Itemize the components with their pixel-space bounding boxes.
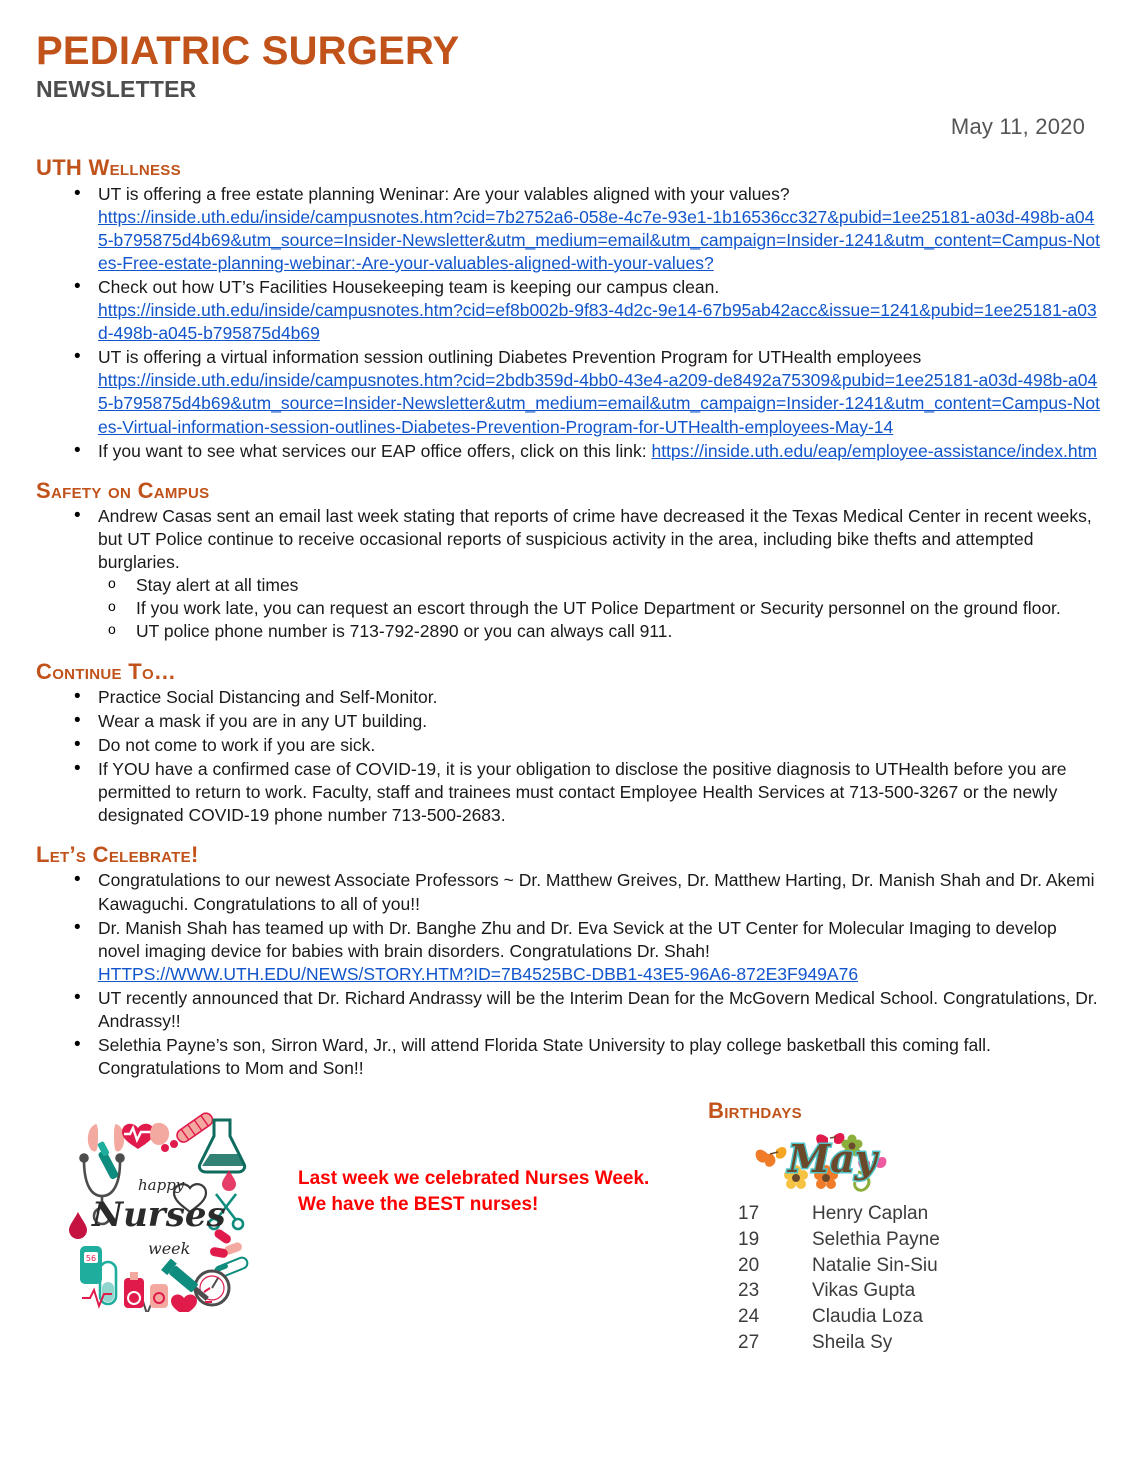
table-row <box>738 1202 940 1228</box>
bottom-area <box>36 1098 1100 1353</box>
birthday-name: Selethia Payne <box>812 1228 940 1250</box>
blood-drop-icon <box>69 1212 87 1239</box>
campus-notes-diabetes-link[interactable]: https://inside.uth.edu/inside/campusnotes.htm?cid=2bdb359d-4bb0-43e4-a209-de8492a75309&pubid=1ee25181-a03d-498b-a045-b795875d4b69&utm_source=Insider-Newsletter&utm_medium=email&utm_campaign=Insider-1241&utm_content=Campus-Notes-Virtual-information-session-outlines-Diabetes-Prevention-Program-for-UTHealth-employees-May-14 <box>98 370 1100 437</box>
campus-notes-estate-planning-link[interactable]: https://inside.uth.edu/inside/campusnotes.htm?cid=7b2752a6-058e-4c7e-93e1-1b16536cc327&pubid=1ee25181-a03d-498b-a045-b795875d4b69&utm_source=Insider-Newsletter&utm_medium=email&utm_campaign=Insider-1241&utm_content=Campus-Notes-Free-estate-planning-webinar:-Are-your-valuables-aligned-with-your-values? <box>98 206 1100 273</box>
happy-word: happy <box>138 1176 185 1195</box>
page-title: PEDIATRIC SURGERY <box>36 29 460 73</box>
pill-bottle-icon <box>150 1284 168 1308</box>
week-word: week <box>148 1239 191 1259</box>
birthday-day: 27 <box>738 1331 760 1353</box>
happy-nurses-week-graphic <box>64 1102 264 1312</box>
bullet-text: Andrew Casas sent an email last week stating that reports of crime have decreased it the Texas Medical Center in recent weeks, but UT Police continue to receive occasional reports of suspicious activity in the area, including bike thefts and attempted burglaries. <box>98 505 1092 573</box>
list-item: • UT recently announced that Dr. Richard Andrassy will be the Interim Dean for the McGovern Medical School. Congratulations, Dr. Andrassy!! <box>36 987 1100 1033</box>
list-item: • Do not come to work if you are sick. <box>36 734 1100 757</box>
list-item <box>36 183 1100 275</box>
safety-sub-list <box>98 574 1100 643</box>
list-item: • Congratulations to our newest Associate Professors ~ Dr. Matthew Greives, Dr. Matthew Harting, Dr. Manish Shah and Dr. Akemi Kawaguchi. Congratulations to all of you!! <box>36 869 1100 915</box>
section-heading-uth-wellness: UTH Wellness <box>36 155 181 181</box>
newsletter-content <box>0 155 1140 1353</box>
svg-text:56: 56 <box>85 1254 97 1264</box>
birthday-name: Claudia Loza <box>812 1306 923 1328</box>
list-item: • Selethia Payne’s son, Sirron Ward, Jr., will attend Florida State University to play college basketball this coming fall. Congratulations to Mom and Son!! <box>36 1034 1100 1080</box>
bullet-text: UT is offering a free estate planning Weninar: Are your valables aligned with your values? <box>98 183 790 204</box>
list-item <box>36 346 1100 438</box>
nurses-week-message-line2: We have the BEST nurses! <box>298 1193 539 1215</box>
uth-news-story-link[interactable]: HTTPS://WWW.UTH.EDU/NEWS/STORY.HTM?ID=7B4525BC-DBB1-43E5-96A6-872E3F949A76 <box>98 963 859 984</box>
bandage-icon <box>175 1111 215 1145</box>
may-month-graphic <box>754 1128 894 1196</box>
list-item: o Stay alert at all times <box>98 574 1100 597</box>
birthdays-block <box>666 1098 1096 1356</box>
birthdays-table <box>738 1202 940 1356</box>
list-item <box>36 917 1100 986</box>
glucose-meter-icon <box>80 1246 102 1284</box>
birthday-name: Natalie Sin-Siu <box>812 1254 938 1276</box>
heart-ecg-icon <box>122 1124 154 1149</box>
patient-face-icon <box>150 1123 169 1145</box>
list-item <box>36 440 1100 463</box>
list-item: o UT police phone number is 713-792-2890 or you can always call 911. <box>98 620 1100 643</box>
birthdays-table-body <box>738 1202 940 1356</box>
masthead <box>0 0 1140 102</box>
section-heading-lets-celebrate: Let’s Celebrate! <box>36 842 199 868</box>
list-item <box>36 505 1100 644</box>
section-continue-to <box>36 660 1100 828</box>
campus-notes-housekeeping-link[interactable]: https://inside.uth.edu/inside/campusnotes.htm?cid=ef8b002b-9f83-4d2c-9e14-67b95ab42acc&issue=1241&pubid=1ee25181-a03d-498b-a045-b795875d4b69 <box>98 300 1097 344</box>
table-row <box>738 1228 940 1254</box>
list-item: • If YOU have a confirmed case of COVID-19, it is your obligation to disclose the positive diagnosis to UTHealth before you are permitted to return to work. Faculty, staff and trainees must contact Employee Health Services at 713-500-3267 or the newly designated COVID-19 phone number 713-500-2683. <box>36 758 1100 827</box>
list-item <box>36 276 1100 345</box>
birthday-name: Vikas Gupta <box>812 1280 916 1302</box>
section-heading-continue-to: Continue To… <box>36 658 177 684</box>
may-word: May <box>788 1136 877 1182</box>
uth-wellness-list <box>36 183 1100 463</box>
table-row <box>738 1305 940 1331</box>
section-heading-safety-on-campus: Safety on Campus <box>36 477 210 503</box>
nurses-word: Nurses <box>92 1195 226 1236</box>
pill-icon <box>161 1144 169 1152</box>
bullet-text: Dr. Manish Shah has teamed up with Dr. Banghe Zhu and Dr. Eva Sevick at the UT Center for Molecular Imaging to develop novel imaging device for babies with brain disorders. Congratulations Dr. Shah! <box>98 917 1057 961</box>
birthday-name: Henry Caplan <box>812 1203 929 1225</box>
list-item: • Wear a mask if you are in any UT building. <box>36 710 1100 733</box>
section-safety-on-campus <box>36 479 1100 644</box>
list-item: o If you work late, you can request an escort through the UT Police Department or Security personnel on the ground floor. <box>98 597 1100 620</box>
page-subtitle: NEWSLETTER <box>36 76 197 102</box>
blood-pressure-gauge-icon <box>195 1271 229 1305</box>
medicine-bottle-icon <box>124 1272 144 1308</box>
section-lets-celebrate <box>36 843 1100 1080</box>
bullet-text: UT is offering a virtual information session outlining Diabetes Prevention Program for UTHealth employees <box>98 347 922 368</box>
nurses-week-message <box>298 1166 698 1217</box>
list-item: • Practice Social Distancing and Self-Monitor. <box>36 686 1100 709</box>
section-heading-birthdays: Birthdays <box>708 1098 802 1124</box>
birthday-day: 23 <box>738 1280 760 1302</box>
table-row <box>738 1254 940 1280</box>
continue-to-list <box>36 686 1100 828</box>
table-row <box>738 1331 940 1357</box>
eap-employee-assistance-link[interactable]: https://inside.uth.edu/eap/employee-assistance/index.htm <box>651 440 1098 461</box>
birthday-day: 19 <box>738 1228 760 1250</box>
pill-icon <box>170 1140 178 1148</box>
nurses-week-message-line1: Last week we celebrated Nurses Week. <box>298 1168 650 1190</box>
safety-list <box>36 505 1100 644</box>
table-row <box>738 1279 940 1305</box>
bullet-text: If you want to see what services our EAP office offers, click on this link: <box>98 440 652 461</box>
celebrate-list <box>36 869 1100 1080</box>
butterfly-icon <box>756 1147 787 1167</box>
issue-date: May 11, 2020 <box>950 114 1085 140</box>
bullet-text: Check out how UT’s Facilities Housekeeping team is keeping our campus clean. <box>98 277 720 297</box>
birthday-day: 24 <box>738 1306 760 1328</box>
birthday-day: 20 <box>738 1254 760 1276</box>
birthday-name: Sheila Sy <box>812 1331 893 1353</box>
birthday-day: 17 <box>738 1203 760 1225</box>
section-uth-wellness <box>36 156 1100 462</box>
